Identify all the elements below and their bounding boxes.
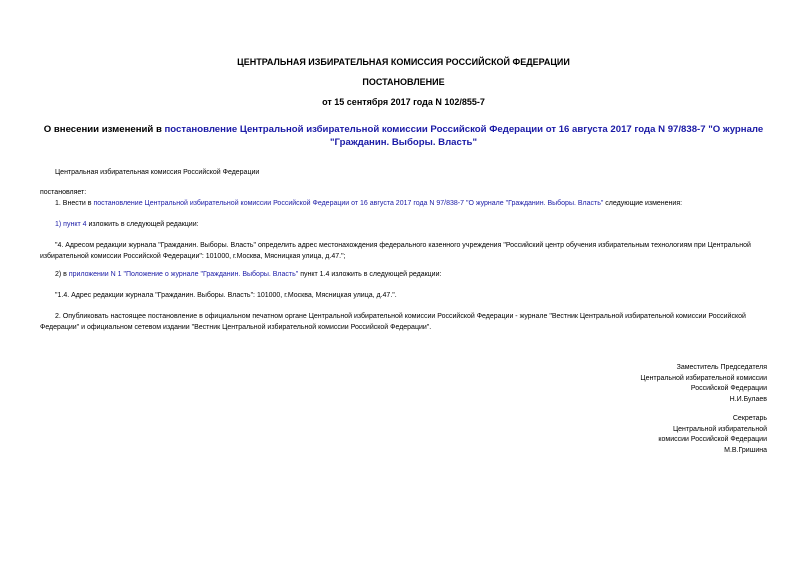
signature-secretary-org: Центральной избирательной (672, 425, 767, 433)
title-prefix: О внесении изменений в (43, 124, 165, 135)
signature-secretary-position: Секретарь (732, 415, 767, 422)
subitem-2 (55, 270, 441, 281)
organization-heading: ЦЕНТРАЛЬНАЯ ИЗБИРАТЕЛЬНАЯ КОМИССИЯ РОССИЙСКОЙ ФЕДЕРАЦИИ (237, 57, 570, 67)
date-number-heading: от 15 сентября 2017 года N 102/855-7 (322, 97, 485, 107)
item-1-link[interactable]: постановление Центральной избирательной комиссии Российской Федерации от 16 августа 2017 года N 97/838-7 "О журнале "Гражданин. Выборы. Власть" (93, 200, 604, 207)
intro-text: Центральная избирательная комиссия Российской Федерации (55, 169, 260, 176)
subitem-2-suffix: пункт 1.4 изложить в следующей редакции: (298, 271, 442, 278)
subitem-2-prefix: 2) в (55, 271, 69, 278)
signature-secretary-country: комиссии Российской Федерации (658, 436, 767, 444)
subitem-1 (55, 220, 199, 231)
item-1-suffix: следующие изменения: (603, 200, 683, 207)
document-title (40, 124, 767, 149)
signature-deputy-country: Российской Федерации (690, 385, 767, 393)
document-type-heading: ПОСТАНОВЛЕНИЕ (362, 77, 445, 87)
signature-block-secretary (658, 414, 767, 457)
signature-block-deputy (640, 363, 767, 406)
signature-deputy-position: Заместитель Председателя (676, 364, 767, 371)
signature-deputy-org: Центральной избирательной комиссии (640, 374, 767, 382)
subitem-2-link[interactable]: приложении N 1 "Положение о журнале "Гражданин. Выборы. Власть" (68, 271, 299, 278)
signature-deputy-name: Н.И.Булаев (729, 396, 767, 404)
quote-point-1-4: "1.4. Адрес редакции журнала "Гражданин. Выборы. Власть": 101000, г.Москва, Мясницкая улица, д.47.". (55, 292, 397, 299)
subitem-1-link[interactable]: 1) пункт 4 (55, 221, 87, 228)
signature-secretary-name: М.В.Гришина (724, 447, 767, 455)
item-2: 2. Опубликовать настоящее постановление в официальном печатном органе Центральной избирательной комиссии Российской Федерации - журнале "Вестник Центральной избирательной комиссии Российской Федерации" и официальном сетевом издании "Вестник Центральной избирательной комиссии Российской Федерации". (40, 313, 746, 331)
quote-point-4: "4. Адресом редакции журнала "Гражданин. Выборы. Власть" определить адрес местонахождения федерального казенного учреждения "Российский центр обучения избирательным технологиям при Центральной избирательной комиссии Российской Федерации": 101000, г.Москва, Мясницкая улица, д.47."; (40, 242, 751, 260)
subitem-1-suffix: изложить в следующей редакции: (86, 221, 199, 228)
item-1-prefix: 1. Внести в (55, 200, 94, 207)
title-link[interactable]: постановление Центральной избирательной комиссии Российской Федерации от 16 августа 2017 года N 97/838-7 "О журнале "Гражданин. Выборы. Власть" (164, 124, 764, 148)
item-1 (55, 199, 682, 210)
resolves-text: постановляет: (40, 189, 87, 196)
